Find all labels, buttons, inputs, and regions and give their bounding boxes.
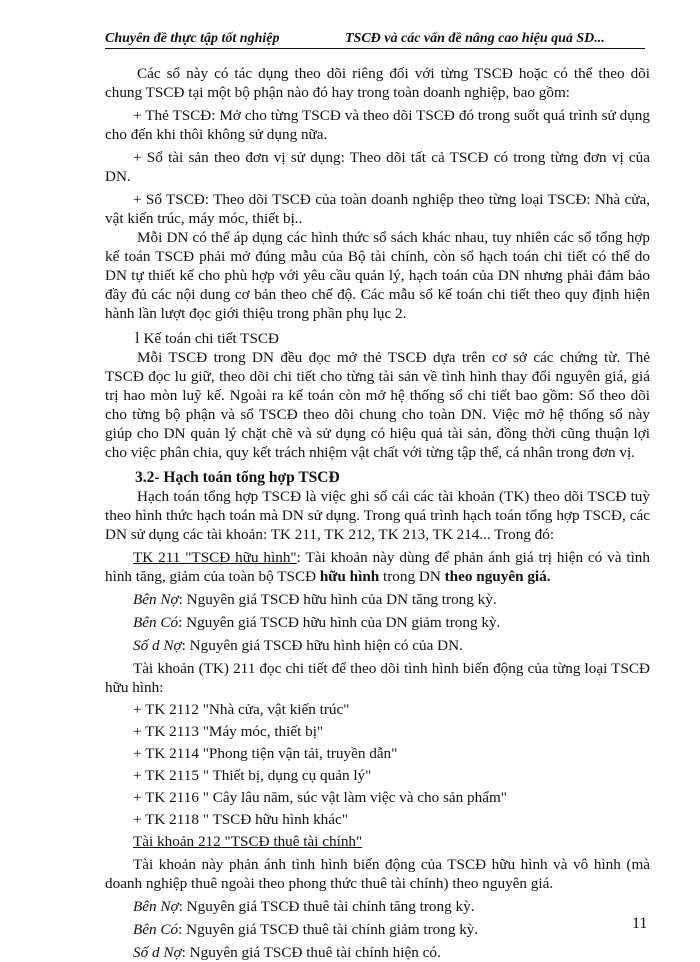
header-left-title: Chuyên đề thực tập tốt nghiệp bbox=[105, 31, 280, 46]
subsection-title: Kế toán chi tiết TSCĐ bbox=[143, 330, 279, 347]
tk212-balance: Số d Nợ: Nguyên giá TSCĐ thuê tài chính hiện có. bbox=[133, 944, 441, 961]
document-body bbox=[105, 64, 650, 962]
paragraph-tk211: TK 211 "TSCĐ hữu hình": Tài khoản này dùng để phản ánh giá trị hiện có và tình hình tăng, giảm của toàn bộ TSCĐ hữu hình trong DN theo nguyên giá. bbox=[105, 549, 650, 585]
sub-account-item: + TK 2115 " Thiết bị, dụng cụ quản lý" bbox=[133, 767, 372, 784]
sub-account-item: + TK 2113 "Máy móc, thiết bị" bbox=[133, 723, 324, 740]
paragraph-fixed-asset-card: + Thẻ TSCĐ: Mở cho từng TSCĐ và theo dõi TSCĐ đó trong suốt quá trình sử dụng cho đến khi thôi không sử dụng nữa. bbox=[105, 107, 650, 143]
paragraph-detail-accounting: Mỗi TSCĐ trong DN đều đọc mở thẻ TSCĐ dựa trên cơ sở các chứng từ. Thẻ TSCĐ đọc lu giữ, theo dõi chi tiết cho từng tài sản về tình hình thay đổi nguyên giá, giá trị hao mòn luỹ kế. Ngoài ra kế toán còn mở hệ thống sổ chi tiết bao gồm: Sổ theo dõi cho từng bộ phận và sổ TSCĐ theo dõi chung cho toàn DN. Việc mở hệ thống sổ này giúp cho DN quản lý chặt chẽ và sử dụng có hiệu quả tài sản, đồng thời cũng thuận lợi cho việc phân chia, quy kết trách nhiệm vật chất với từng tập thể, cá nhân trong đơn vị. bbox=[105, 349, 650, 461]
paragraph-bookkeeping-forms: Mỗi DN có thể áp dụng các hình thức sổ sách khác nhau, tuy nhiên các sổ tổng hợp kế toán TSCĐ phải mở đúng mẫu của Bộ tài chính, còn sổ hạch toán chi tiết có thể do DN tự thiết kế cho phù hợp với yêu cầu quản lý, hạch toán của DN nhưng phải đảm bảo đầy đủ các nội dung cơ bản theo chế độ. Các mẫu sổ kế toán chi tiết theo quy định hiện hành lần lượt đọc giới thiệu trong phần phụ lục 2. bbox=[105, 229, 650, 322]
tk212-debit: Bên Nợ: Nguyên giá TSCĐ thuê tài chính tăng trong kỳ. bbox=[133, 898, 475, 915]
tk211-title: TK 211 "TSCĐ hữu hình" bbox=[133, 549, 297, 566]
tk211-debit: Bên Nợ: Nguyên giá TSCĐ hữu hình của DN tăng trong kỳ. bbox=[133, 591, 497, 608]
paragraph-intro: Các sổ này có tác dụng theo dõi riêng đối với từng TSCĐ hoặc có thể theo dõi chung TSCĐ tại một bộ phận nào đó hay trong toàn doanh nghiệp, bao gồm: bbox=[105, 65, 650, 101]
tk211-credit: Bên Có: Nguyên giá TSCĐ hữu hình của DN giảm trong kỳ. bbox=[133, 614, 501, 631]
paragraph-general-accounting: Hạch toán tổng hợp TSCĐ là việc ghi sổ cái các tài khoản (TK) theo dõi TSCĐ tuỳ theo hình thức hạch toán mà DN sử dụng. Trong quá trình hạch toán tổng hợp TSCĐ, các DN sử dụng các tài khoản: TK 211, TK 212, TK 213, TK 214... Trong đó: bbox=[105, 488, 650, 543]
paragraph-asset-ledger: + Sổ TSCĐ: Theo dõi TSCĐ của toàn doanh nghiệp theo từng loại TSCĐ: Nhà cửa, vật kiến trúc, máy móc, thiết bị.. bbox=[105, 191, 650, 227]
section-heading: 3.2- Hạch toán tổng hợp TSCĐ bbox=[135, 469, 340, 486]
tk211-balance: Số d Nợ: Nguyên giá TSCĐ hữu hình hiện có của DN. bbox=[133, 637, 463, 654]
sub-account-list bbox=[105, 700, 650, 829]
tk212-title: Tài khoản 212 "TSCĐ thuê tài chính" bbox=[133, 833, 363, 850]
sub-account-item: + TK 2116 " Cây lâu năm, súc vật làm việc và cho sản phẩm" bbox=[133, 789, 507, 806]
paragraph-tk211-detail: Tài khoản (TK) 211 đọc chi tiết để theo dõi tình hình biến động của từng loại TSCĐ hữu hình: bbox=[105, 660, 650, 696]
tk212-credit: Bên Có: Nguyên giá TSCĐ thuê tài chính giảm trong kỳ. bbox=[133, 921, 479, 938]
paragraph-tk212: Tài khoản này phản ánh tình hình biến động của TSCĐ hữu hình và vô hình (mà doanh nghiệp thuê ngoài theo phong thức thuê tài chính) theo nguyên giá. bbox=[105, 856, 650, 892]
page-header bbox=[105, 31, 645, 49]
sub-account-item: + TK 2118 " TSCĐ hữu hình khác" bbox=[133, 811, 348, 828]
page-number: 11 bbox=[632, 915, 648, 932]
subsection-marker: l bbox=[135, 330, 140, 347]
sub-account-item: + TK 2114 "Phong tiện vận tải, truyền dẫn" bbox=[133, 745, 398, 762]
paragraph-asset-ledger-unit: + Sổ tài sản theo đơn vị sử dụng: Theo dõi tất cả TSCĐ có trong từng đơn vị của DN. bbox=[105, 149, 650, 185]
subsection-detail-accounting bbox=[135, 329, 650, 348]
header-right-title: TSCĐ và các vấn đề nâng cao hiệu quả SD... bbox=[345, 31, 605, 46]
sub-account-item: + TK 2112 "Nhà cửa, vật kiến trúc" bbox=[133, 701, 350, 718]
